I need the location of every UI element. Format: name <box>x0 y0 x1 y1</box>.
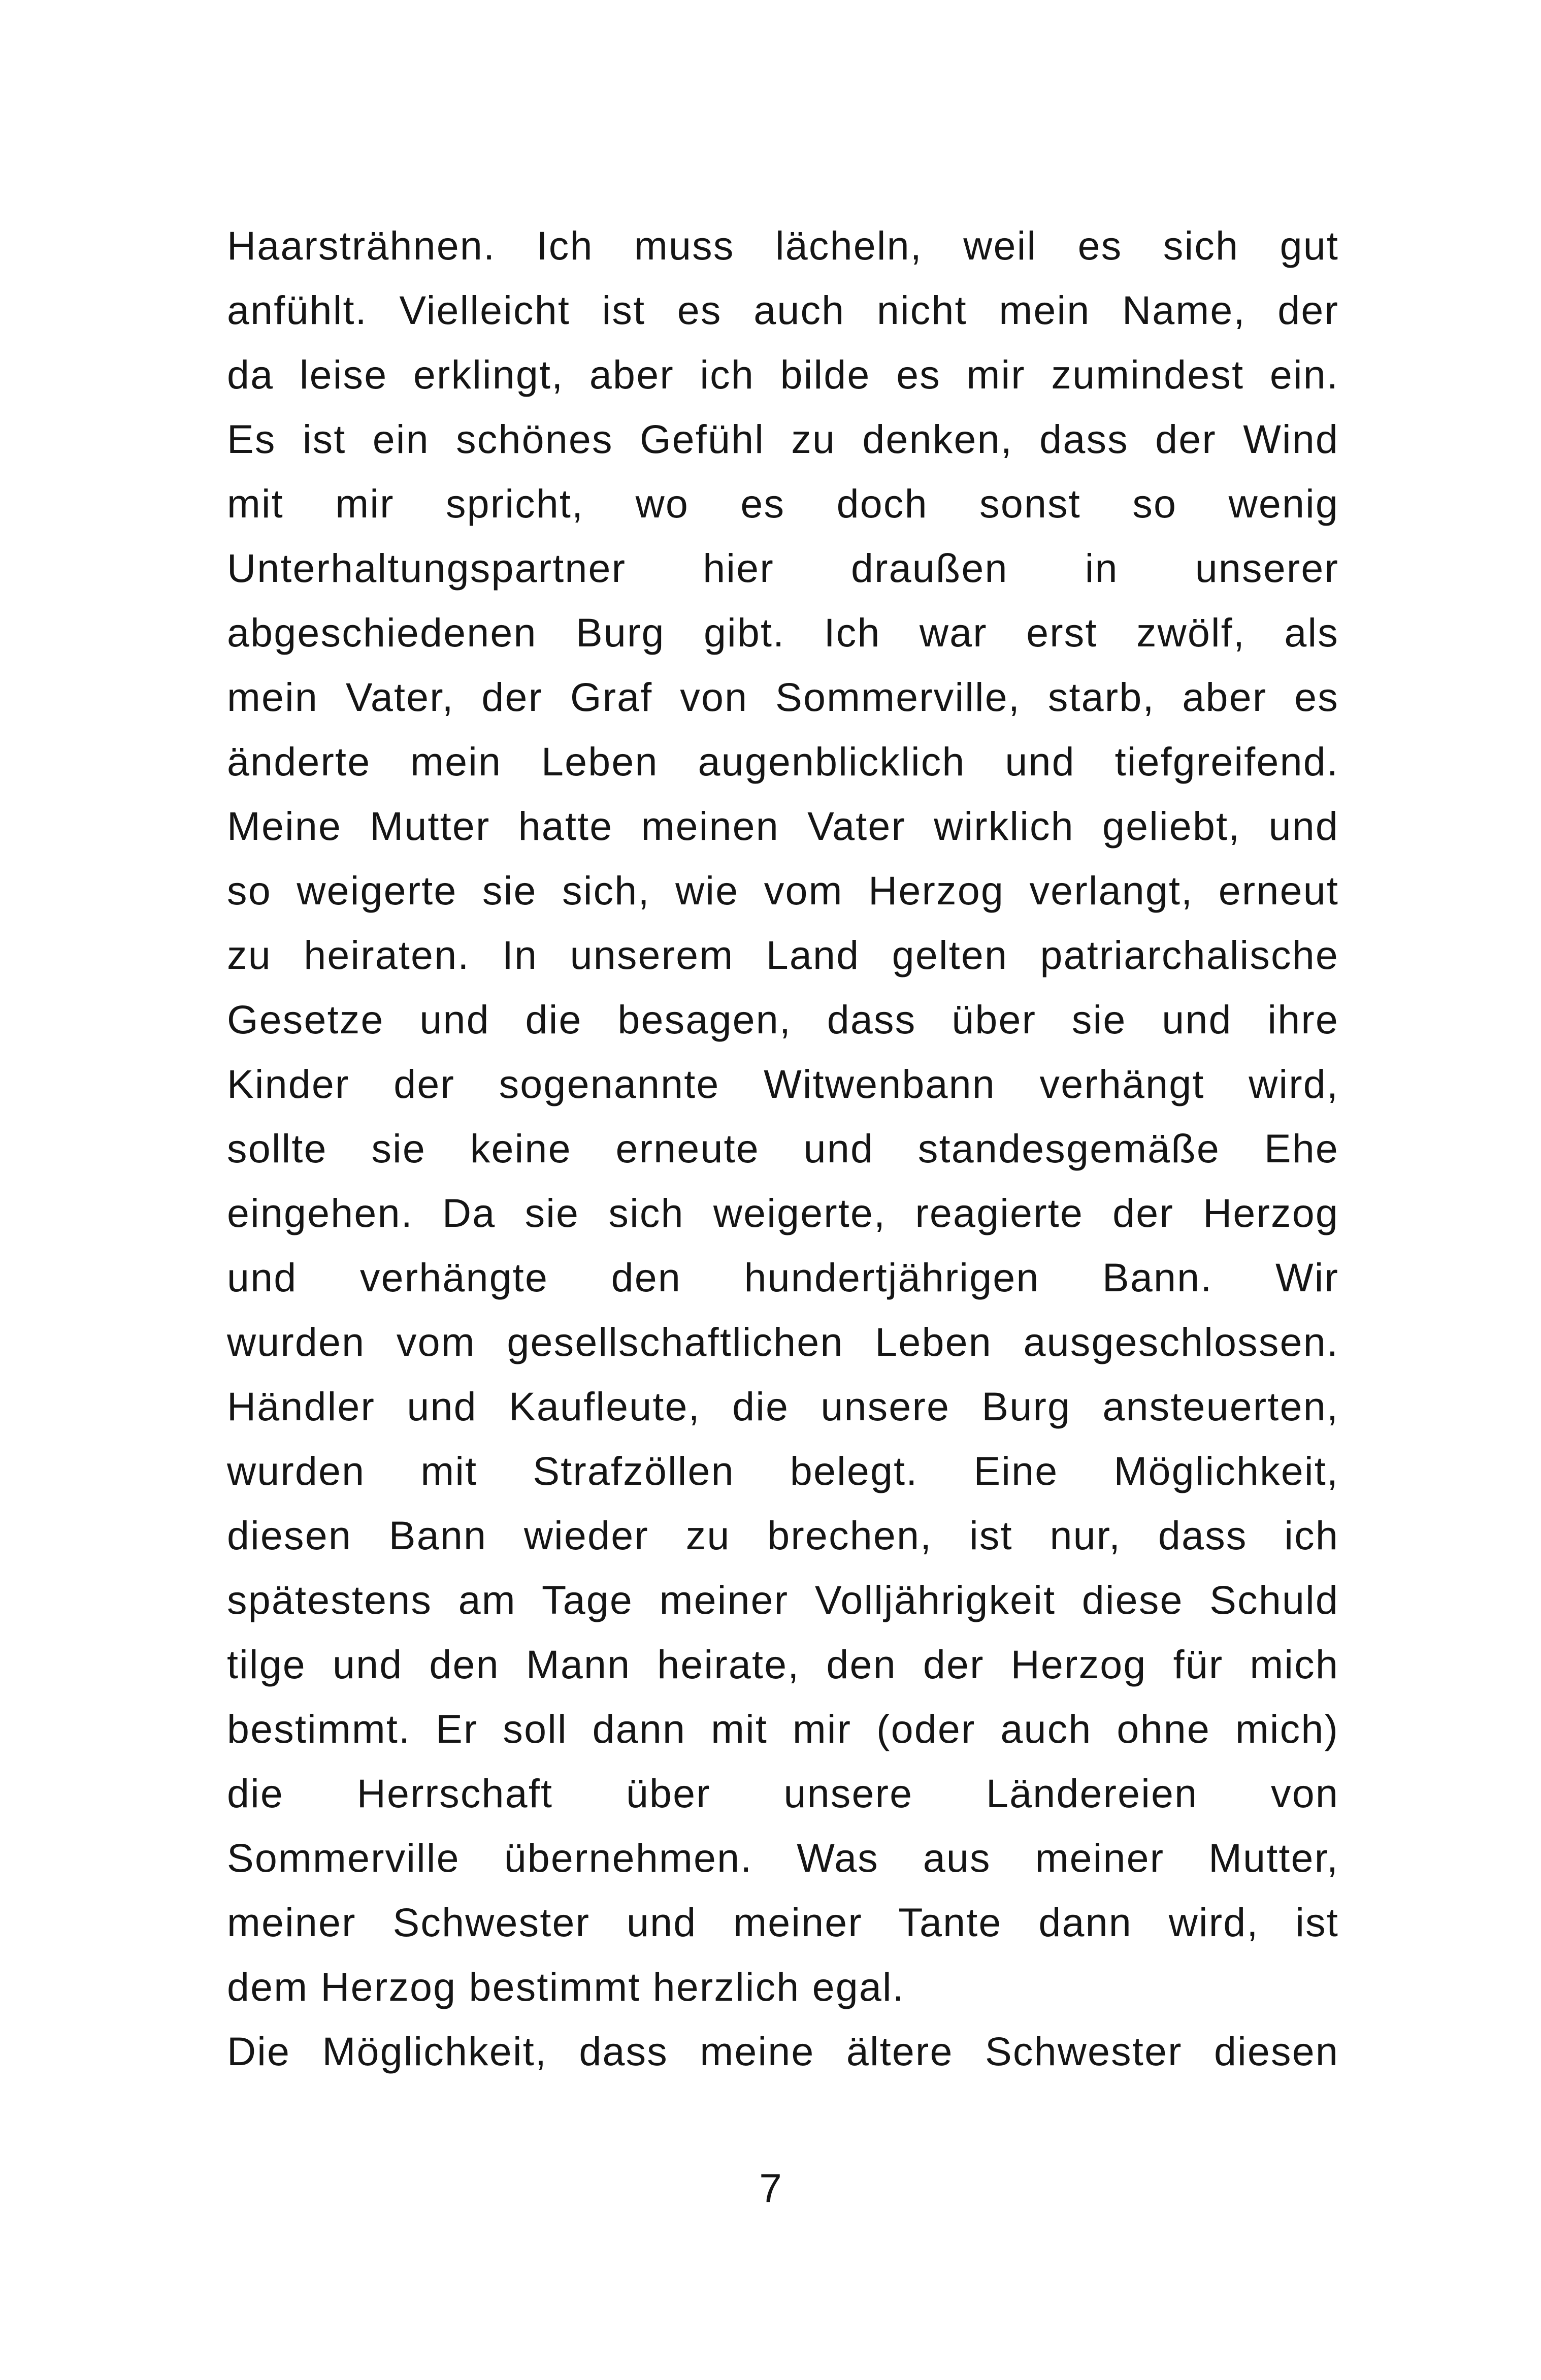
text-line: da leise erklingt, aber ich bilde es mir zumindest ein. <box>227 352 1339 397</box>
text-line: Sommerville übernehmen. Was aus meiner Mutter, <box>227 1835 1339 1880</box>
text-line: die Herrschaft über unsere Ländereien von <box>227 1771 1339 1816</box>
text-line: eingehen. Da sie sich weigerte, reagierte der Herzog <box>227 1190 1339 1235</box>
text-line: mit mir spricht, wo es doch sonst so wenig <box>227 481 1339 526</box>
text-line: sollte sie keine erneute und standesgemäße Ehe <box>227 1126 1339 1171</box>
text-line: anfühlt. Vielleicht ist es auch nicht mein Name, der <box>227 287 1339 333</box>
text-line: Unterhaltungspartner hier draußen in unserer <box>227 545 1339 591</box>
text-line: Kinder der sogenannte Witwenbann verhängt wird, <box>227 1061 1339 1106</box>
text-line: wurden mit Strafzöllen belegt. Eine Möglichkeit, <box>227 1448 1339 1493</box>
text-line: Meine Mutter hatte meinen Vater wirklich geliebt, und <box>227 803 1339 849</box>
body-text <box>227 213 1339 2083</box>
text-line: Die Möglichkeit, dass meine ältere Schwester diesen <box>227 2029 1339 2074</box>
text-line: mein Vater, der Graf von Sommerville, starb, aber es <box>227 674 1339 720</box>
text-line: diesen Bann wieder zu brechen, ist nur, dass ich <box>227 1513 1339 1558</box>
text-line: tilge und den Mann heirate, den der Herzog für mich <box>227 1642 1339 1687</box>
text-line: spätestens am Tage meiner Volljährigkeit diese Schuld <box>227 1577 1339 1622</box>
text-line: meiner Schwester und meiner Tante dann wird, ist <box>227 1900 1339 1945</box>
text-line: Es ist ein schönes Gefühl zu denken, dass der Wind <box>227 416 1339 462</box>
text-line: dem Herzog bestimmt herzlich egal. <box>227 1964 905 2009</box>
text-line: Gesetze und die besagen, dass über sie und ihre <box>227 997 1339 1042</box>
page-number: 7 <box>759 2166 782 2211</box>
text-line: änderte mein Leben augenblicklich und tiefgreifend. <box>227 739 1339 784</box>
text-line: so weigerte sie sich, wie vom Herzog verlangt, erneut <box>227 868 1339 913</box>
text-line: Händler und Kaufleute, die unsere Burg ansteuerten, <box>227 1384 1339 1429</box>
text-line: und verhängte den hundertjährigen Bann. Wir <box>227 1255 1339 1300</box>
text-line: bestimmt. Er soll dann mit mir (oder auch ohne mich) <box>227 1706 1339 1751</box>
text-line: zu heiraten. In unserem Land gelten patriarchalische <box>227 932 1339 977</box>
text-line: abgeschiedenen Burg gibt. Ich war erst zwölf, als <box>227 610 1339 655</box>
text-line: wurden vom gesellschaftlichen Leben ausgeschlossen. <box>227 1319 1339 1364</box>
text-line: Haarsträhnen. Ich muss lächeln, weil es sich gut <box>227 223 1339 268</box>
